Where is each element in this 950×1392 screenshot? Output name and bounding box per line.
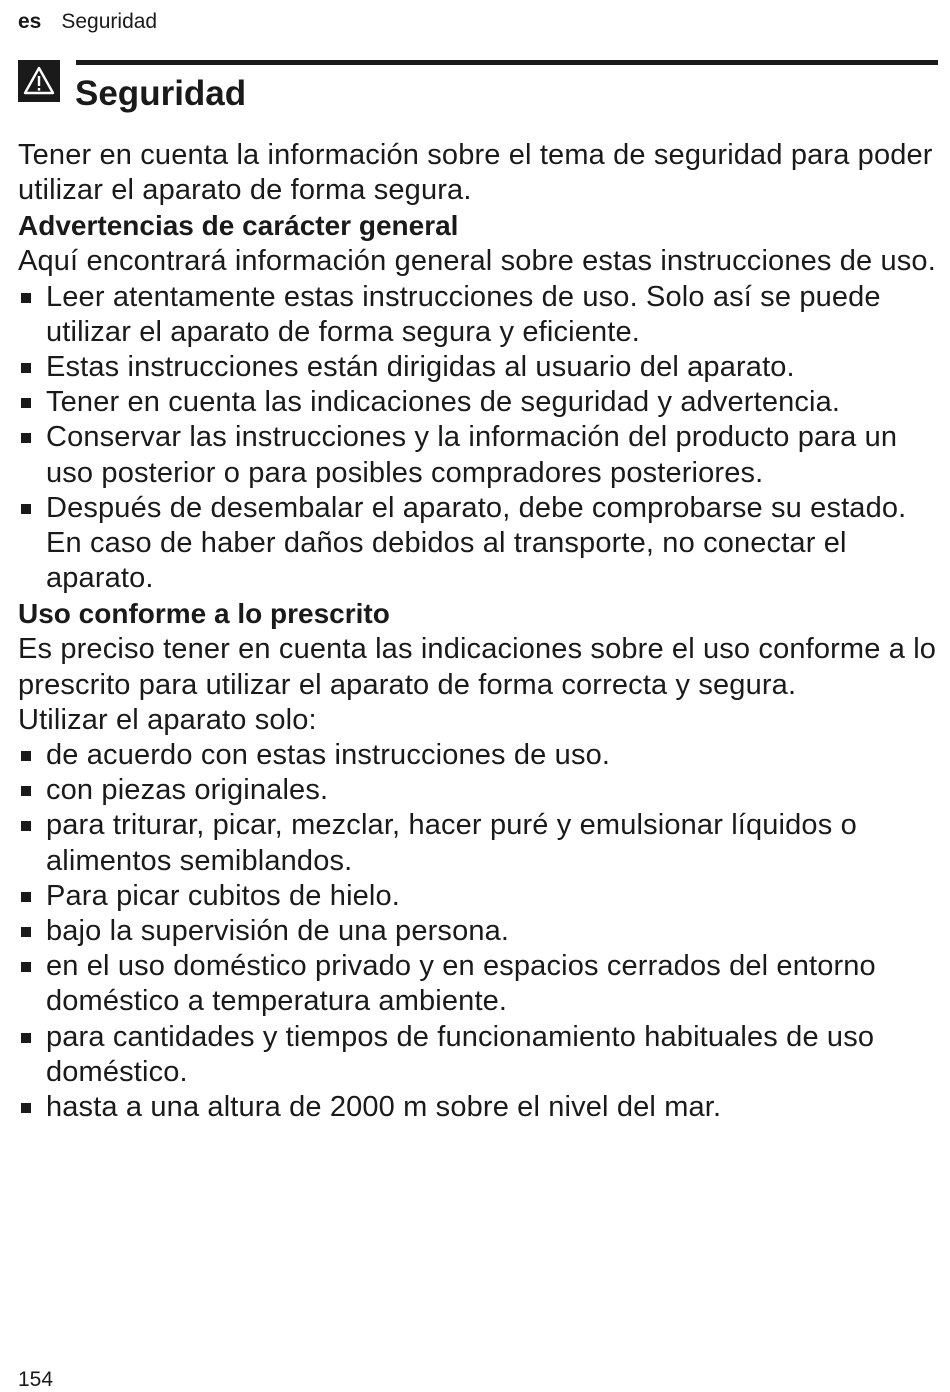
- bullet-square-icon: [21, 927, 31, 937]
- bullet-square-icon: [21, 751, 31, 761]
- bullet-square-icon: [21, 398, 31, 408]
- list-item: hasta a una altura de 2000 m sobre el nivel del mar.: [18, 1090, 938, 1125]
- bullet-square-icon: [21, 293, 31, 303]
- list-item: bajo la supervisión de una persona.: [18, 914, 938, 949]
- list-item: Para picar cubitos de hielo.: [18, 879, 938, 914]
- list-item: para triturar, picar, mezclar, hacer puré y emulsionar líquidos o alimentos semiblandos.: [18, 808, 938, 878]
- language-code: es: [18, 10, 42, 33]
- bullet-square-icon: [21, 433, 31, 443]
- list-item: para cantidades y tiempos de funcionamiento habituales de uso doméstico.: [18, 1020, 938, 1090]
- intro-paragraph: Tener en cuenta la información sobre el tema de seguridad para poder utilizar el aparato de forma segura.: [18, 139, 933, 207]
- bullet-square-icon: [21, 892, 31, 902]
- bullet-square-icon: [21, 786, 31, 796]
- page-header: [18, 10, 157, 34]
- usage-intro: Es preciso tener en cuenta las indicaciones sobre el uso conforme a lo prescrito para utilizar el aparato de forma correcta y segura.: [18, 633, 937, 701]
- usage-list: [18, 738, 938, 1125]
- bullet-square-icon: [21, 504, 31, 514]
- list-item: Conservar las instrucciones y la información del producto para un uso posterior o para posibles compradores posteriores.: [18, 420, 938, 490]
- list-item: con piezas originales.: [18, 773, 938, 808]
- general-list: [18, 280, 938, 597]
- intended-use-heading: Uso conforme a lo prescrito: [18, 598, 390, 630]
- list-item: Leer atentamente estas instrucciones de uso. Solo así se puede utilizar el aparato de forma segura y eficiente.: [18, 280, 938, 350]
- bullet-square-icon: [21, 962, 31, 972]
- list-item: en el uso doméstico privado y en espacios cerrados del entorno doméstico a temperatura ambiente.: [18, 949, 938, 1019]
- usage-lead: Utilizar el aparato solo:: [18, 703, 317, 736]
- bullet-square-icon: [21, 1033, 31, 1043]
- page-number: 154: [18, 1368, 54, 1391]
- list-item: Después de desembalar el aparato, debe comprobarse su estado. En caso de haber daños debidos al transporte, no conectar el aparato.: [18, 491, 938, 597]
- general-warnings-heading: Advertencias de carácter general: [18, 210, 459, 242]
- bullet-square-icon: [21, 821, 31, 831]
- title-rule: [76, 60, 938, 65]
- list-item: de acuerdo con estas instrucciones de uso.: [18, 738, 938, 773]
- main-content: [18, 138, 938, 1125]
- list-item: Tener en cuenta las indicaciones de seguridad y advertencia.: [18, 385, 938, 420]
- list-item: Estas instrucciones están dirigidas al usuario del aparato.: [18, 350, 938, 385]
- warning-triangle-icon: [18, 60, 60, 102]
- header-section: Seguridad: [61, 10, 158, 33]
- general-intro: Aquí encontrará información general sobre estas instrucciones de uso.: [18, 245, 936, 278]
- bullet-square-icon: [21, 363, 31, 373]
- bullet-square-icon: [21, 1103, 31, 1113]
- page-title: Seguridad: [75, 74, 247, 113]
